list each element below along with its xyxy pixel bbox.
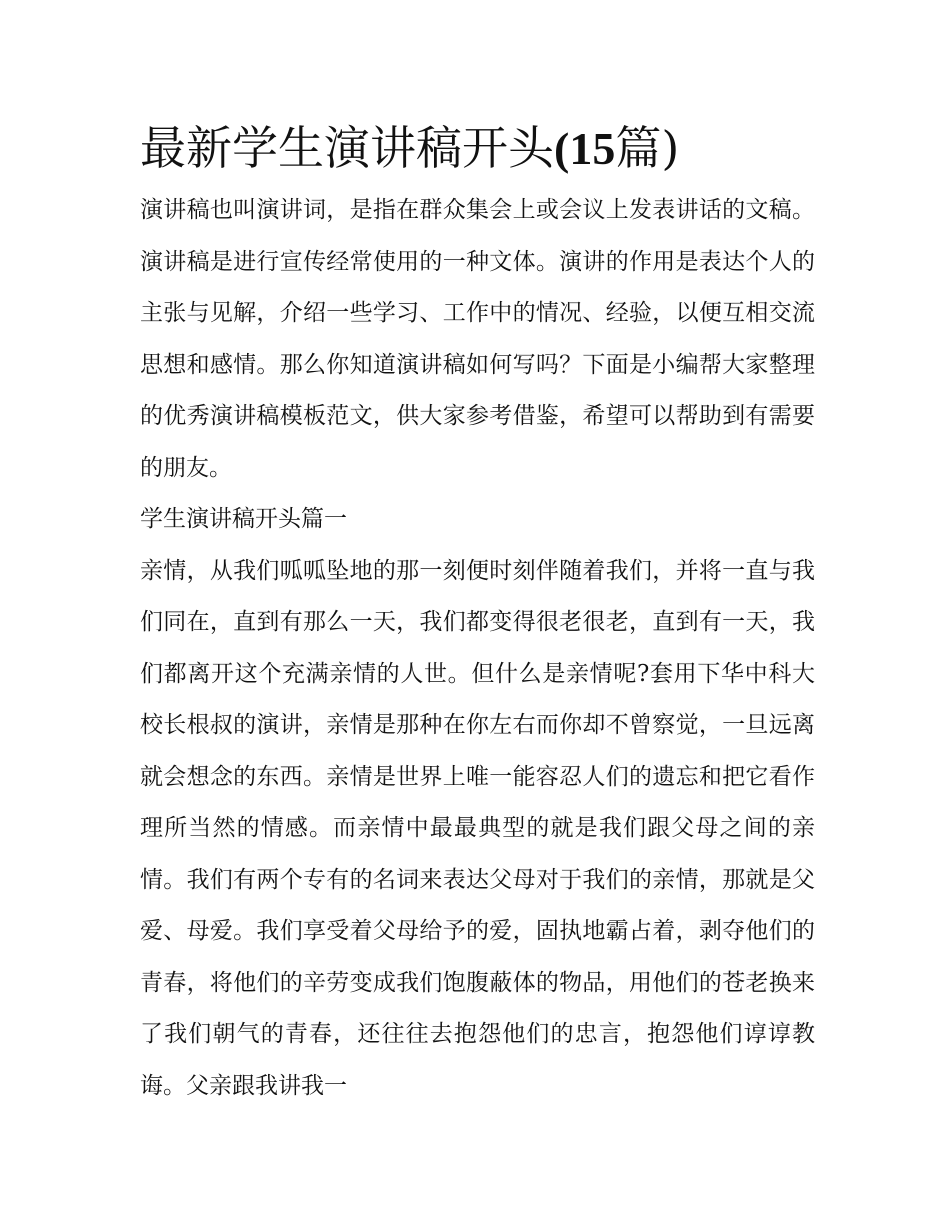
title-tail: 篇)	[615, 121, 680, 175]
section-heading: 学生演讲稿开头篇一	[140, 506, 347, 532]
section-paragraph: 亲情，从我们呱呱坠地的那一刻便时刻伴随着我们，并将一直与我们同在，直到有那么一天，我们都变得很老很老，直到有一天，我们都离开这个充满亲情的人世。但什么是亲情呢?套用下华中科大校长根叔的演讲，亲情是那种在你左右而你却不曾察觉，一旦远离就会想念的东西。亲情是世界上唯一能容忍人们的遗忘和把它看作理所当然的情感。而亲情中最最典型的就是我们跟父母之间的亲情。我们有两个专有的名词来表达父母对于我们的亲情，那就是父爱、母爱。我们享受着父母给予的爱，固执地霸占着，剥夺他们的青春，将他们的辛劳变成我们饱腹蔽体的物品，用他们的苍老换来了我们朝气的青春，还往往去抱怨他们的忠言，抱怨他们谆谆教诲。父亲跟我讲我一	[140, 557, 815, 1099]
document-title	[140, 112, 815, 185]
document-body	[140, 112, 815, 1112]
intro-paragraph: 演讲稿也叫演讲词，是指在群众集会上或会议上发表讲话的文稿。演讲稿是进行宣传经常使用的一种文体。演讲的作用是表达个人的主张与见解，介绍一些学习、工作中的情况、经验，以便互相交流思想和感情。那么你知道演讲稿如何写吗？下面是小编帮大家整理的优秀演讲稿模板范文，供大家参考借鉴，希望可以帮助到有需要的朋友。	[140, 197, 815, 481]
title-cjk: 最新学生演讲稿开头	[140, 121, 554, 175]
title-number: (15	[554, 123, 616, 174]
